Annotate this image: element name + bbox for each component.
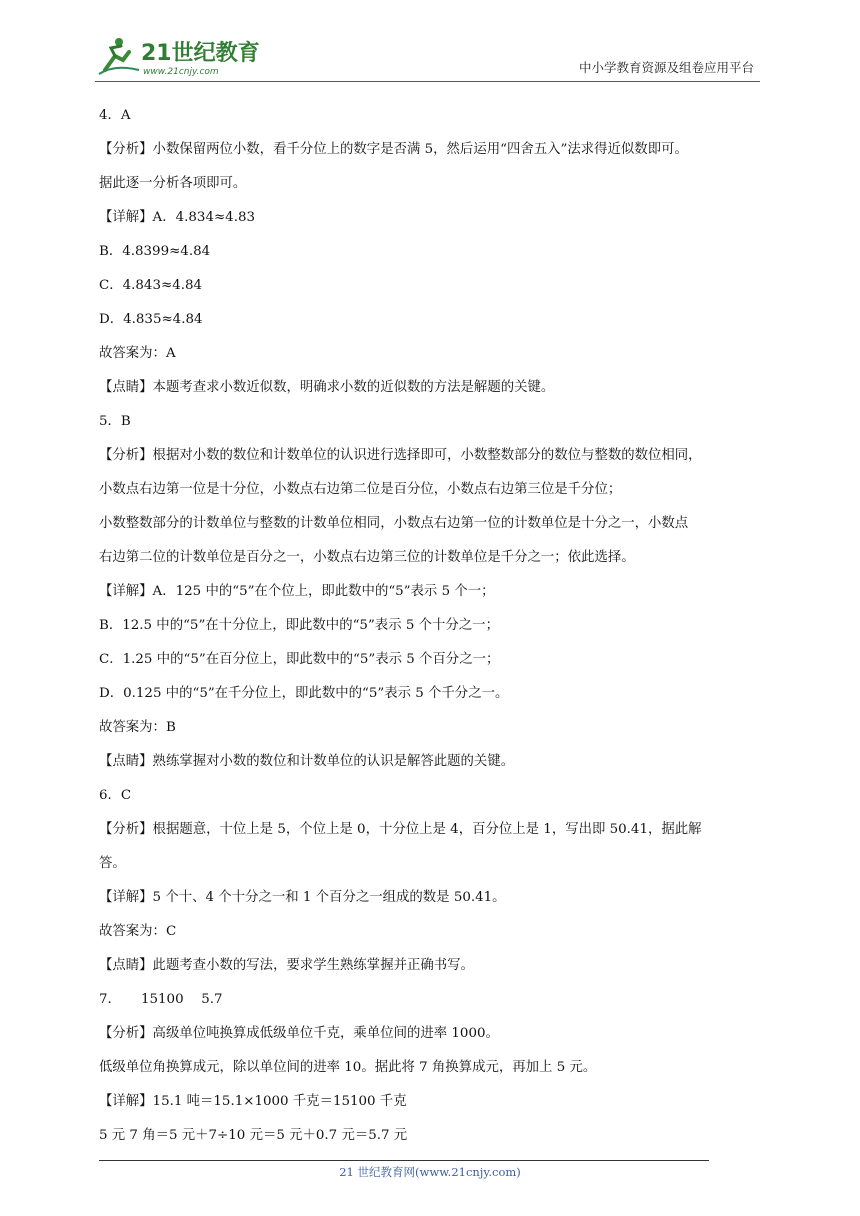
text-line: B．12.5 中的“5”在十分位上，即此数中的“5”表示 5 个十分之一； — [99, 618, 499, 633]
logo-url: www.21cnjy.com — [143, 67, 219, 77]
page-header — [95, 30, 760, 82]
text-line: 小数整数部分的计数单位与整数的计数单位相同，小数点右边第一位的计数单位是十分之一，小数点 — [99, 516, 689, 531]
text-line: 【点睛】本题考查求小数近似数，明确求小数的近似数的方法是解题的关键。 — [99, 380, 555, 395]
text-line: 故答案为：B — [99, 720, 176, 735]
text-line: 右边第二位的计数单位是百分之一，小数点右边第三位的计数单位是千分之一；依此选择。 — [99, 550, 635, 565]
text-line: 7． 15100 5.7 — [99, 992, 223, 1007]
text-line: C．1.25 中的“5”在百分位上，即此数中的“5”表示 5 个百分之一； — [99, 652, 500, 667]
text-line: 【详解】A．4.834≈4.83 — [99, 210, 255, 225]
text-line: 答。 — [99, 856, 126, 871]
text-line: 低级单位角换算成元，除以单位间的进率 10。据此将 7 角换算成元，再加上 5 元。 — [99, 1060, 597, 1075]
text-line: B．4.8399≈4.84 — [99, 244, 211, 259]
text-line: 【点睛】此题考查小数的写法，要求学生熟练掌握并正确书写。 — [99, 958, 474, 973]
text-line: D．4.835≈4.84 — [99, 312, 203, 327]
header-divider — [95, 81, 760, 82]
text-line: 5 元 7 角＝5 元＋7÷10 元＝5 元＋0.7 元＝5.7 元 — [99, 1128, 408, 1143]
header-platform-text: 中小学教育资源及组卷应用平台 — [578, 60, 754, 75]
text-line: 故答案为：C — [99, 924, 177, 939]
text-line: 【详解】15.1 吨＝15.1×1000 千克＝15100 千克 — [99, 1094, 407, 1109]
text-line: 5．B — [99, 414, 131, 429]
text-line: 【点睛】熟练掌握对小数的数位和计数单位的认识是解答此题的关键。 — [99, 754, 515, 769]
logo-text: 21世纪教育 — [141, 41, 260, 66]
text-line: 【分析】根据题意，十位上是 5，个位上是 0，十分位上是 4，百分位上是 1，写出即 50.41，据此解 — [99, 822, 702, 837]
text-line: 6．C — [99, 788, 132, 803]
site-logo — [95, 30, 265, 80]
text-line: 小数点右边第一位是十分位，小数点右边第二位是百分位，小数点右边第三位是千分位； — [99, 482, 622, 497]
text-line: 故答案为：A — [99, 346, 176, 361]
text-line: 【分析】高级单位吨换算成低级单位千克，乘单位间的进率 1000。 — [99, 1026, 499, 1041]
footer-divider — [99, 1160, 709, 1161]
answer-content — [99, 104, 767, 1158]
text-line: 【详解】A．125 中的“5”在个位上，即此数中的“5”表示 5 个一； — [99, 584, 495, 599]
text-line: C．4.843≈4.84 — [99, 278, 203, 293]
text-line: 据此逐一分析各项即可。 — [99, 176, 247, 191]
text-line: 4．A — [99, 108, 131, 123]
text-line: 【详解】5 个十、4 个十分之一和 1 个百分之一组成的数是 50.41。 — [99, 890, 506, 905]
text-line: 【分析】根据对小数的数位和计数单位的认识进行选择即可，小数整数部分的数位与整数的数位相同， — [99, 448, 702, 463]
text-line: D．0.125 中的“5”在千分位上，即此数中的“5”表示 5 个千分之一。 — [99, 686, 509, 701]
footer-text[interactable]: 21 世纪教育网(www.21cnjy.com) — [339, 1165, 521, 1179]
text-line: 【分析】小数保留两位小数，看千分位上的数字是否满 5，然后运用“四舍五入”法求得近似数即可。 — [99, 142, 688, 157]
